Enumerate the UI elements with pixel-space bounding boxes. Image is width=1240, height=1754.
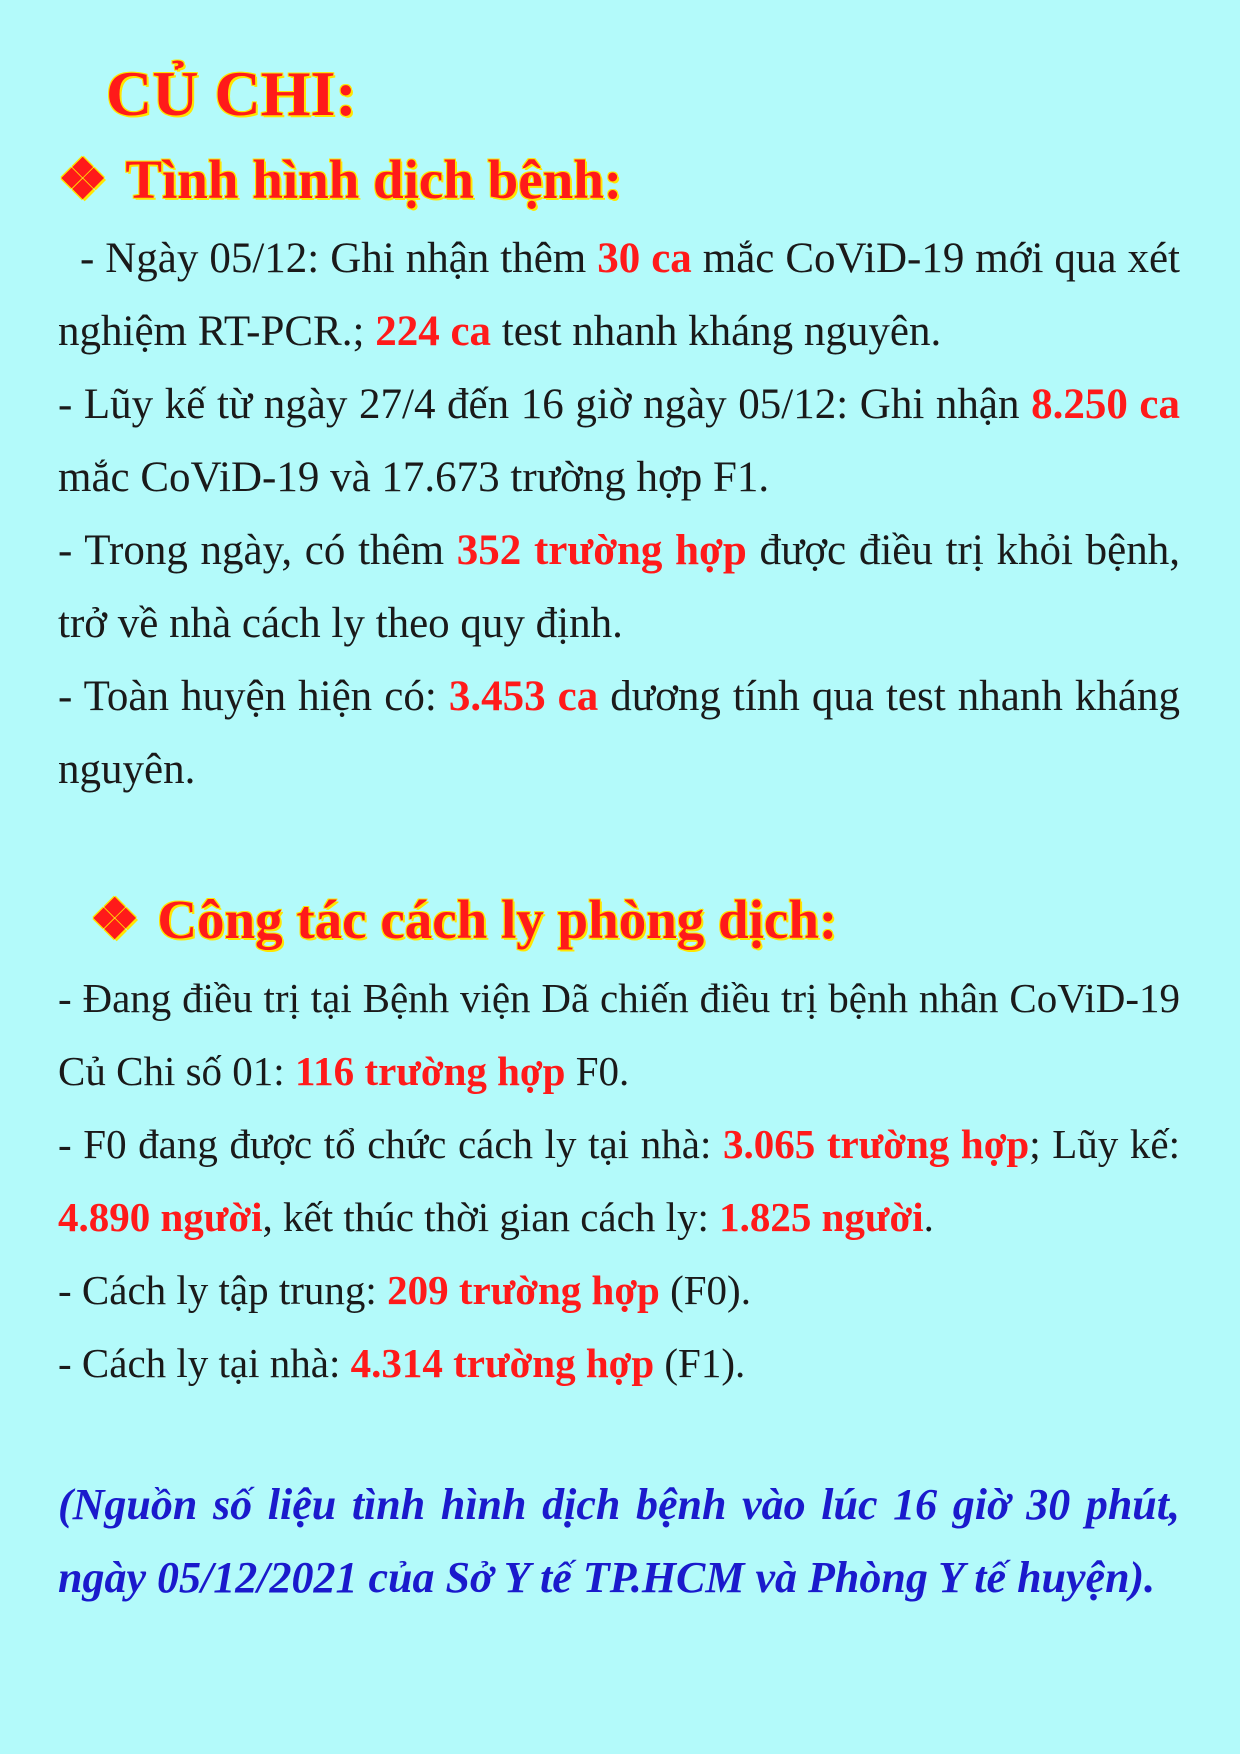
section-quarantine-body — [58, 962, 1180, 1400]
highlight-rapid-test-cases: 224 ca — [375, 308, 492, 355]
highlight-home-cumulative: 4.890 người — [58, 1194, 263, 1240]
highlight-centralized: 209 trường hợp — [387, 1267, 660, 1313]
section-heading-quarantine-text: Công tác cách ly phòng dịch: — [157, 889, 838, 950]
highlight-recovered: 352 trường hợp — [456, 527, 747, 574]
diamond-bullet-icon: ❖ — [90, 889, 140, 950]
paragraph-cumulative: - Lũy kế từ ngày 27/4 đến 16 giờ ngày 05/12: Ghi nhận 8.250 ca mắc CoViD-19 và 17.673 trường hợp F1. — [58, 381, 1180, 501]
paragraph-new-cases: - Ngày 05/12: Ghi nhận thêm 30 ca mắc CoViD-19 mới qua xét nghiệm RT-PCR.; 224 ca test nhanh kháng nguyên. — [58, 235, 1181, 355]
highlight-home-f0: 3.065 trường hợp — [722, 1121, 1030, 1167]
paragraph-field-hospital: - Đang điều trị tại Bệnh viện Dã chiến điều trị bệnh nhân CoViD-19 Củ Chi số 01: 116 trường hợp F0. — [58, 975, 1180, 1094]
highlight-new-cases: 30 ca — [597, 235, 692, 282]
source-note: (Nguồn số liệu tình hình dịch bệnh vào lúc 16 giờ 30 phút, ngày 05/12/2021 của Sở Y tế TP.HCM và Phòng Y tế huyện). — [58, 1480, 1180, 1602]
paragraph-recovered: - Trong ngày, có thêm 352 trường hợp được điều trị khỏi bệnh, trở về nhà cách ly theo quy định. — [58, 527, 1180, 647]
section-epidemic-body — [58, 222, 1180, 806]
highlight-cumulative-cases: 8.250 ca — [1031, 381, 1180, 428]
paragraph-home-isolation-f0: - F0 đang được tổ chức cách ly tại nhà: 3.065 trường hợp; Lũy kế: 4.890 người, kết thúc thời gian cách ly: 1.825 người. — [58, 1121, 1180, 1240]
page-title: CỦ CHI: — [106, 58, 357, 129]
highlight-hospital-cases: 116 trường hợp — [294, 1048, 566, 1094]
highlight-home-finished: 1.825 người — [719, 1194, 924, 1240]
section-heading-quarantine — [90, 889, 838, 950]
paragraph-positive: - Toàn huyện hiện có: 3.453 ca dương tính qua test nhanh kháng nguyên. — [58, 673, 1180, 793]
section-heading-epidemic — [58, 149, 623, 210]
highlight-home-f1: 4.314 trường hợp — [350, 1340, 655, 1386]
paragraph-home-f1: - Cách ly tại nhà: 4.314 trường hợp (F1). — [58, 1340, 746, 1386]
diamond-bullet-icon: ❖ — [58, 149, 108, 210]
paragraph-centralized: - Cách ly tập trung: 209 trường hợp (F0). — [58, 1267, 751, 1313]
highlight-positive: 3.453 ca — [448, 673, 599, 720]
section-heading-epidemic-text: Tình hình dịch bệnh: — [125, 149, 623, 210]
